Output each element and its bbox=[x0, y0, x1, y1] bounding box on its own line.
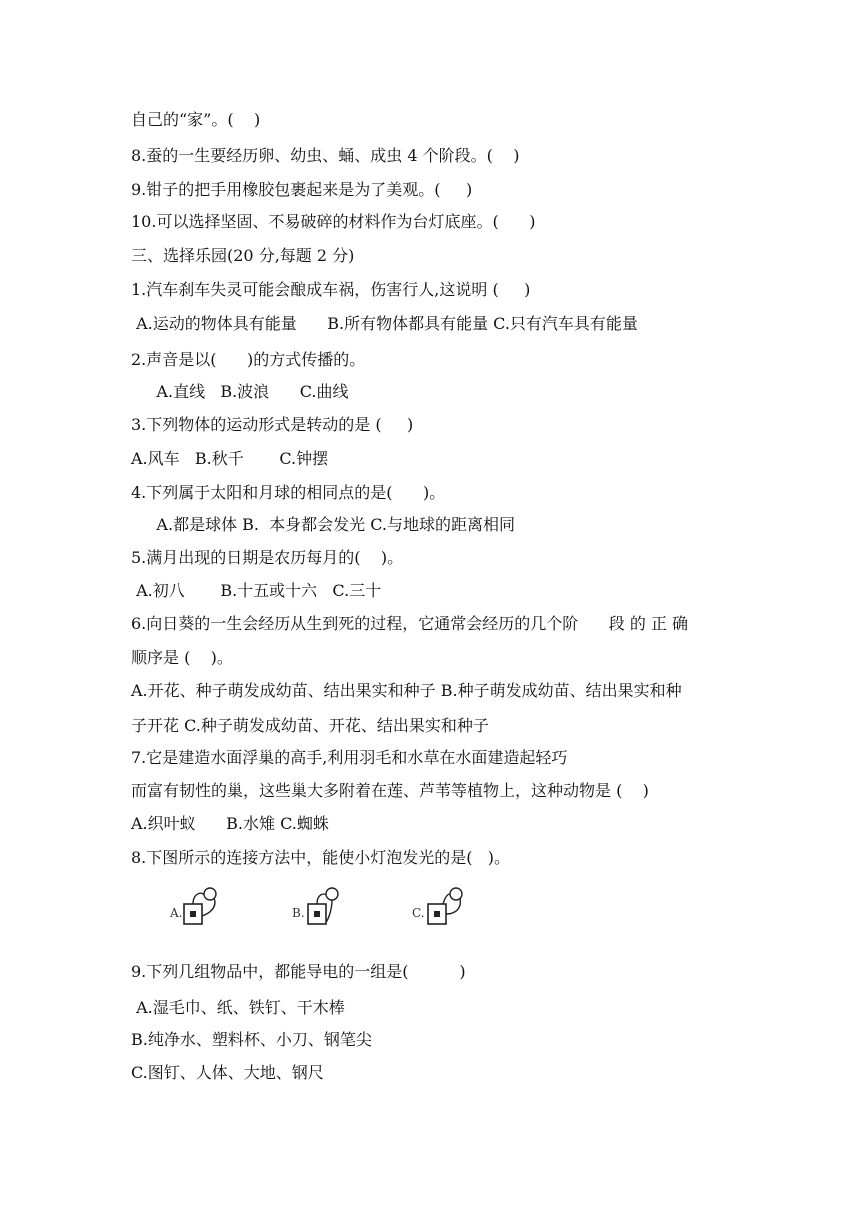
text-line: A.织叶蚁 B.水雉 C.蜘蛛 bbox=[131, 814, 329, 833]
text-line: 三、选择乐园(20 分,每题 2 分) bbox=[131, 246, 355, 265]
text-line: 9.下列几组物品中，都能导电的一组是( ) bbox=[131, 962, 466, 981]
text-line: 4.下列属于太阳和月球的相同点的是( )。 bbox=[131, 483, 446, 502]
text-line: 9.钳子的把手用橡胶包裹起来是为了美观。( ) bbox=[131, 180, 473, 199]
circuit-label-b: B. bbox=[292, 906, 305, 920]
text-line: 10.可以选择坚固、不易破碎的材料作为台灯底座。( ) bbox=[131, 212, 536, 231]
circuit-label-a: A. bbox=[170, 906, 183, 920]
text-line: C.图钉、人体、大地、钢尺 bbox=[131, 1063, 324, 1082]
text-line: 子开花 C.种子萌发成幼苗、开花、结出果实和种子 bbox=[131, 716, 489, 735]
text-line: A.风车 B.秋千 C.钟摆 bbox=[131, 449, 329, 468]
circuit-option-a bbox=[169, 888, 216, 924]
circuit-label-c: C. bbox=[412, 906, 425, 920]
text-line: 5.满月出现的日期是农历每月的( )。 bbox=[131, 548, 404, 567]
text-line: 1.汽车刹车失灵可能会酿成车祸，伤害行人,这说明 ( ) bbox=[131, 280, 531, 299]
circuit-option-b bbox=[292, 888, 338, 924]
text-line: A.都是球体 B. 本身都会发光 C.与地球的距离相同 bbox=[131, 515, 516, 534]
text-line: A.开花、种子萌发成幼苗、结出果实和种子 B.种子萌发成幼苗、结出果实和种 bbox=[131, 681, 682, 700]
text-line: 6.向日葵的一生会经历从生到死的过程，它通常会经历的几个阶 段 的 正 确 bbox=[131, 614, 689, 633]
circuit-diagram bbox=[160, 884, 500, 940]
text-line: 8.下图所示的连接方法中，能使小灯泡发光的是( )。 bbox=[131, 848, 511, 867]
text-line: 顺序是 ( )。 bbox=[131, 648, 233, 667]
text-line: 8.蚕的一生要经历卵、幼虫、蛹、成虫 4 个阶段。( ) bbox=[131, 146, 520, 165]
text-line: A.运动的物体具有能量 B.所有物体都具有能量 C.只有汽车具有能量 bbox=[131, 314, 638, 333]
text-line: A.直线 B.波浪 C.曲线 bbox=[131, 382, 349, 401]
circuit-option-c bbox=[412, 888, 462, 924]
text-line: 3.下列物体的运动形式是转动的是 ( ) bbox=[131, 415, 414, 434]
text-line: A.初八 B.十五或十六 C.三十 bbox=[131, 581, 382, 600]
text-line: A.湿毛巾、纸、铁钉、干木棒 bbox=[131, 998, 345, 1017]
text-line: 自己的“家”。( ) bbox=[131, 110, 261, 129]
bulb-icon bbox=[326, 888, 338, 900]
text-line: 7.它是建造水面浮巢的高手,利用羽毛和水草在水面建造起轻巧 bbox=[131, 748, 568, 767]
text-line: 2.声音是以( )的方式传播的。 bbox=[131, 350, 366, 369]
text-line: B.纯净水、塑料杯、小刀、钢笔尖 bbox=[131, 1030, 372, 1049]
text-line: 而富有韧性的巢，这些巢大多附着在莲、芦苇等植物上，这种动物是 ( ) bbox=[131, 781, 649, 800]
